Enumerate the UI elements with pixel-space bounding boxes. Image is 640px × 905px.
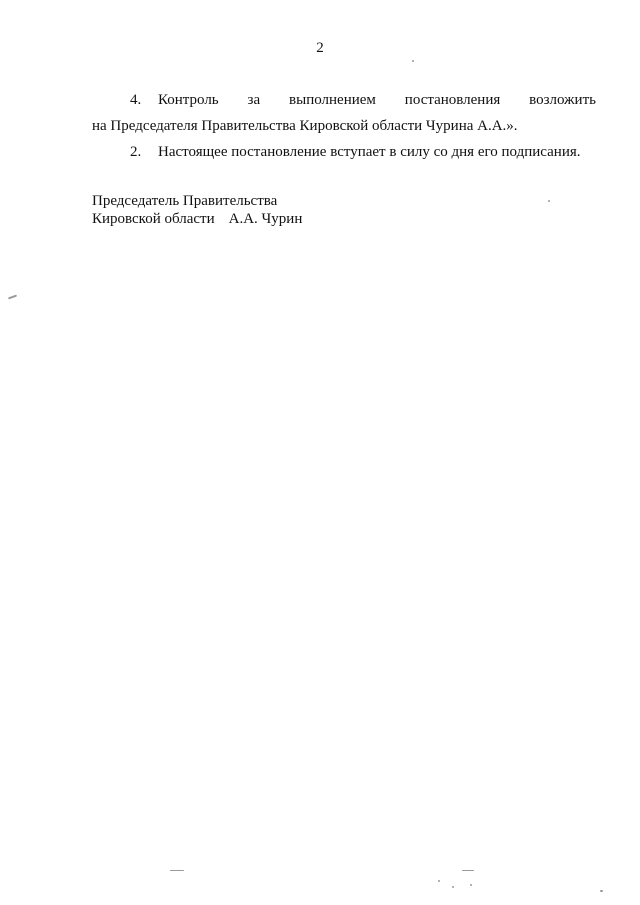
signature-title: Председатель Правительства (92, 193, 278, 209)
paragraph-4 (92, 87, 596, 139)
scan-speck (438, 880, 440, 882)
paragraph-2 (92, 139, 596, 165)
scan-speck (170, 870, 184, 871)
signature-position: Кировской области (92, 211, 215, 227)
paragraph-4-second-line: на Председателя Правительства Кировской области Чурина А.А.». (92, 118, 518, 134)
signature-second-line (92, 210, 302, 228)
paragraph-2-text: Настоящее постановление вступает в силу со дня его подписания. (158, 144, 581, 160)
scan-speck (462, 870, 474, 871)
paragraph-4-word-5: возложить (529, 92, 596, 108)
paragraph-4-first-line (92, 87, 596, 113)
signature-name: А.А. Чурин (228, 211, 303, 227)
scan-speck (452, 886, 454, 888)
paragraph-4-word-2: за (247, 92, 261, 108)
paragraph-2-number: 2. (130, 144, 142, 160)
scan-speck (8, 295, 17, 300)
paragraph-4-word-4: постановления (404, 92, 501, 108)
paragraph-4-number: 4. (130, 92, 142, 108)
scan-speck (412, 60, 414, 62)
scan-speck (548, 200, 550, 202)
paragraph-4-word-1: Контроль (158, 92, 219, 108)
page-number: 2 (316, 40, 324, 56)
paragraph-4-word-3: выполнением (289, 92, 376, 108)
scan-speck (470, 884, 472, 886)
paragraph-4-number-and-word (130, 87, 219, 113)
scan-speck (600, 890, 603, 892)
signature-block (92, 192, 302, 228)
